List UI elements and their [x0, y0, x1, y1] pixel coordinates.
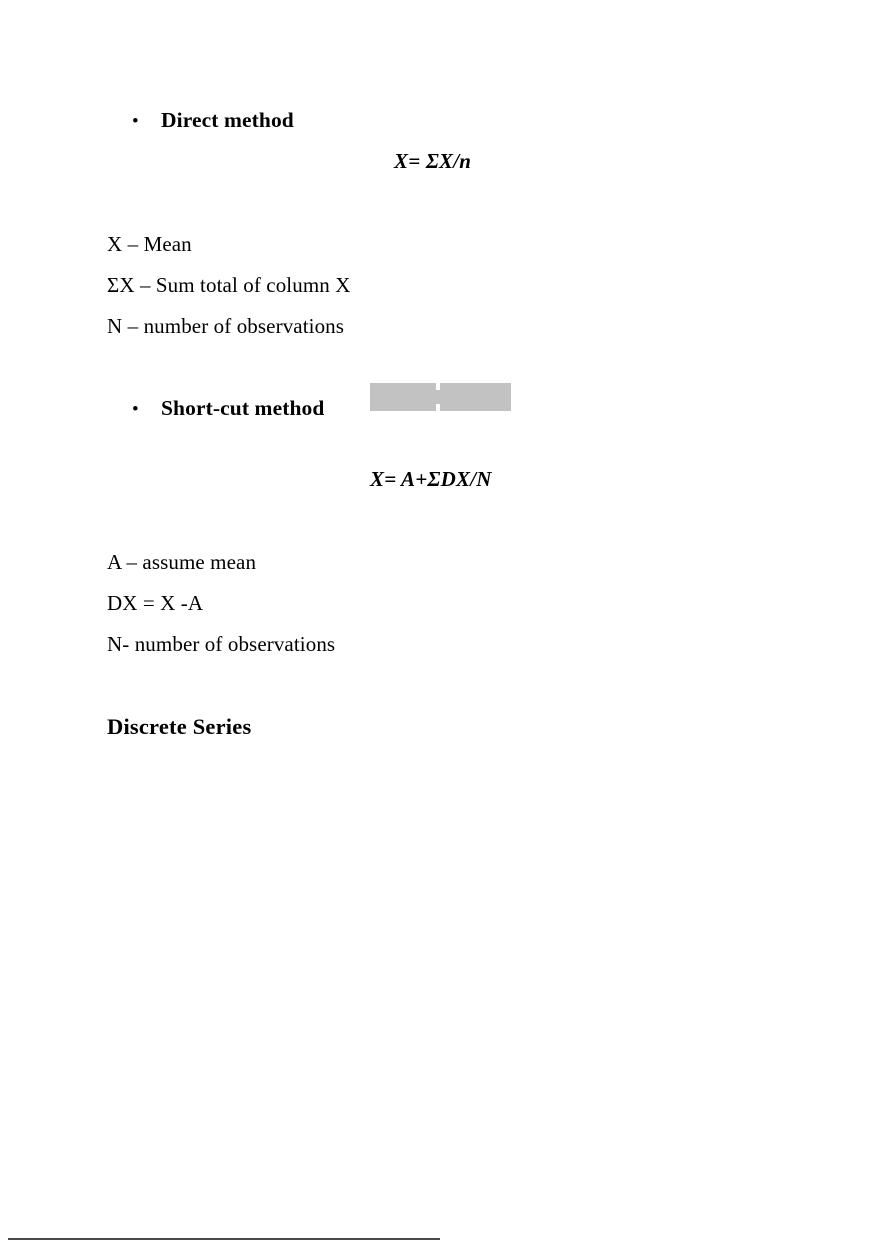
bullet-point-icon: • [132, 399, 139, 420]
definition-assume-mean: A – assume mean [107, 550, 257, 574]
footer-horizontal-rule [8, 1238, 440, 1240]
bullet-label-direct-method: Direct method [161, 108, 294, 132]
definition-dx: DX = X -A [107, 591, 204, 615]
definition-number-of-observations: N – number of observations [107, 314, 345, 338]
definition-sum-total: ΣX – Sum total of column X [107, 273, 351, 297]
definition-mean: X – Mean [107, 232, 192, 256]
bullet-item-short-cut-method [132, 396, 324, 421]
redaction-notch-bottom [436, 404, 440, 411]
formula-short-cut-method: X= A+ΣDX/N [370, 467, 492, 491]
redaction-highlight-block [370, 383, 511, 411]
bullet-label-short-cut-method: Short-cut method [161, 396, 325, 420]
bullet-point-icon: • [132, 111, 139, 132]
heading-discrete-series: Discrete Series [107, 714, 252, 739]
definition-n-observations: N- number of observations [107, 632, 336, 656]
formula-direct-method: X= ΣX/n [394, 149, 472, 173]
redaction-notch-top [436, 383, 440, 390]
bullet-item-direct-method [132, 108, 294, 133]
